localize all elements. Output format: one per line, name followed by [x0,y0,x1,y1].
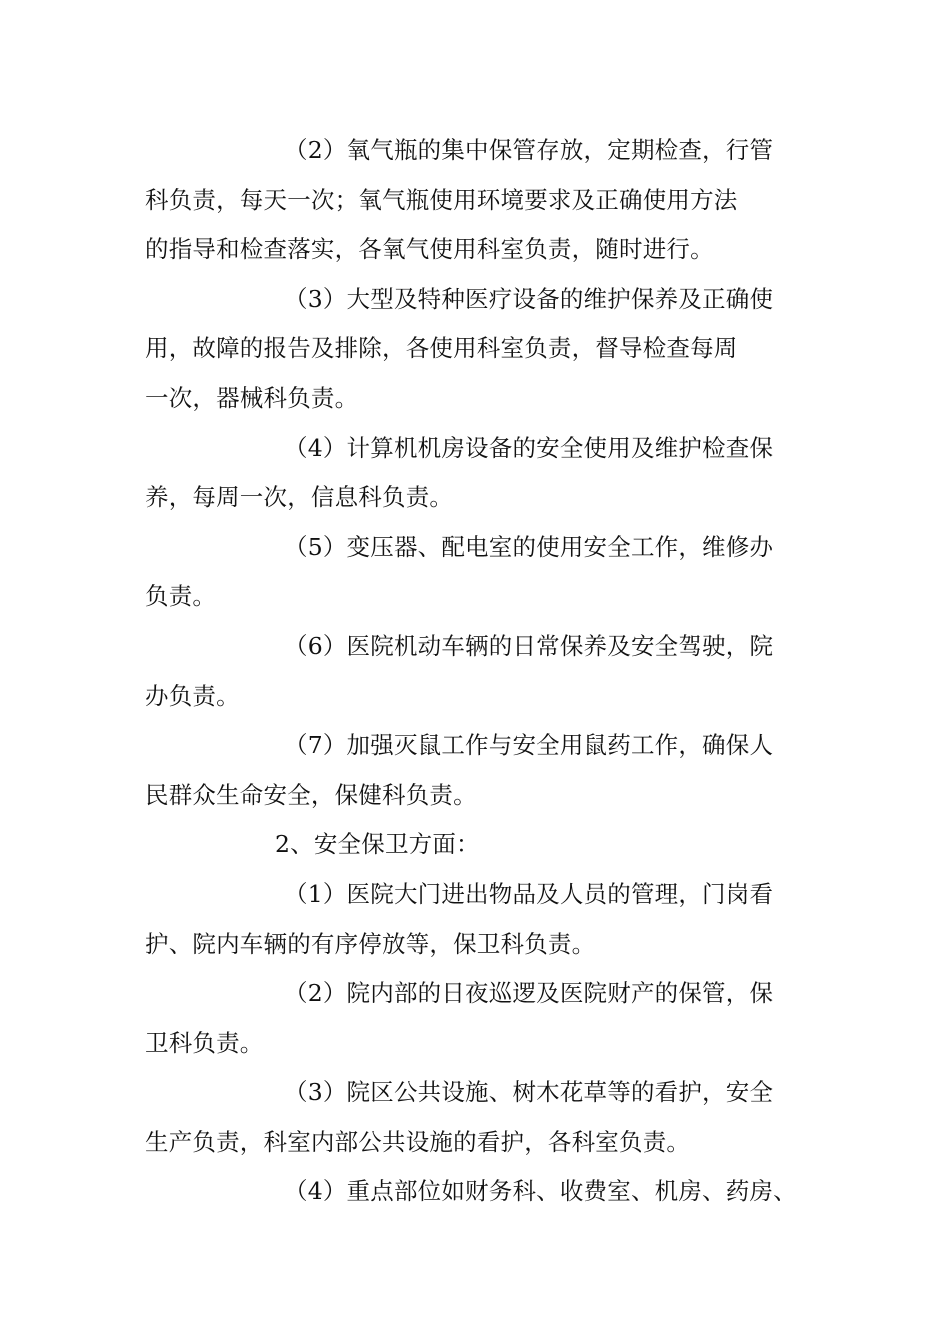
paragraph-line: 养，每周一次，信息科负责。 [145,483,454,512]
paragraph-line: 用，故障的报告及排除，各使用科室负责，督导检查每周 [145,334,738,363]
paragraph-line: 科负责，每天一次；氧气瓶使用环境要求及正确使用方法 [145,185,738,214]
document-body [145,126,825,1217]
paragraph-line: （3）院区公共设施、树木花草等的看护，安全 [284,1078,774,1107]
paragraph-line: 办负责。 [145,681,240,710]
paragraph-line: （3）大型及特种医疗设备的维护保养及正确使 [284,284,774,313]
paragraph-line: （2）氧气瓶的集中保管存放，定期检查，行管 [284,136,774,164]
paragraph-line: （6）医院机动车辆的日常保养及安全驾驶，院 [284,631,774,660]
paragraph-line: 负责。 [145,582,217,611]
paragraph-line: （4）重点部位如财务科、收费室、机房、药房、 [284,1177,797,1206]
paragraph-line: 卫科负责。 [145,1028,264,1057]
paragraph-line: （1）医院大门进出物品及人员的管理，门岗看 [284,879,774,908]
paragraph-line: 一次，器械科负责。 [145,383,359,412]
section-heading: 2、安全保卫方面： [275,830,480,859]
paragraph-line: （2）院内部的日夜巡逻及医院财产的保管，保 [284,979,774,1008]
paragraph-line: 护、院内车辆的有序停放等，保卫科负责。 [145,929,596,958]
paragraph-line: （4）计算机机房设备的安全使用及维护检查保 [284,433,774,462]
paragraph-line: （5）变压器、配电室的使用安全工作，维修办 [284,532,774,561]
paragraph-line: 生产负责，科室内部公共设施的看护，各科室负责。 [145,1127,691,1156]
paragraph-line: 的指导和检查落实，各氧气使用科室负责，随时进行。 [145,235,714,264]
paragraph-line: （7）加强灭鼠工作与安全用鼠药工作，确保人 [284,731,774,760]
paragraph-line: 民群众生命安全，保健科负责。 [145,780,477,809]
